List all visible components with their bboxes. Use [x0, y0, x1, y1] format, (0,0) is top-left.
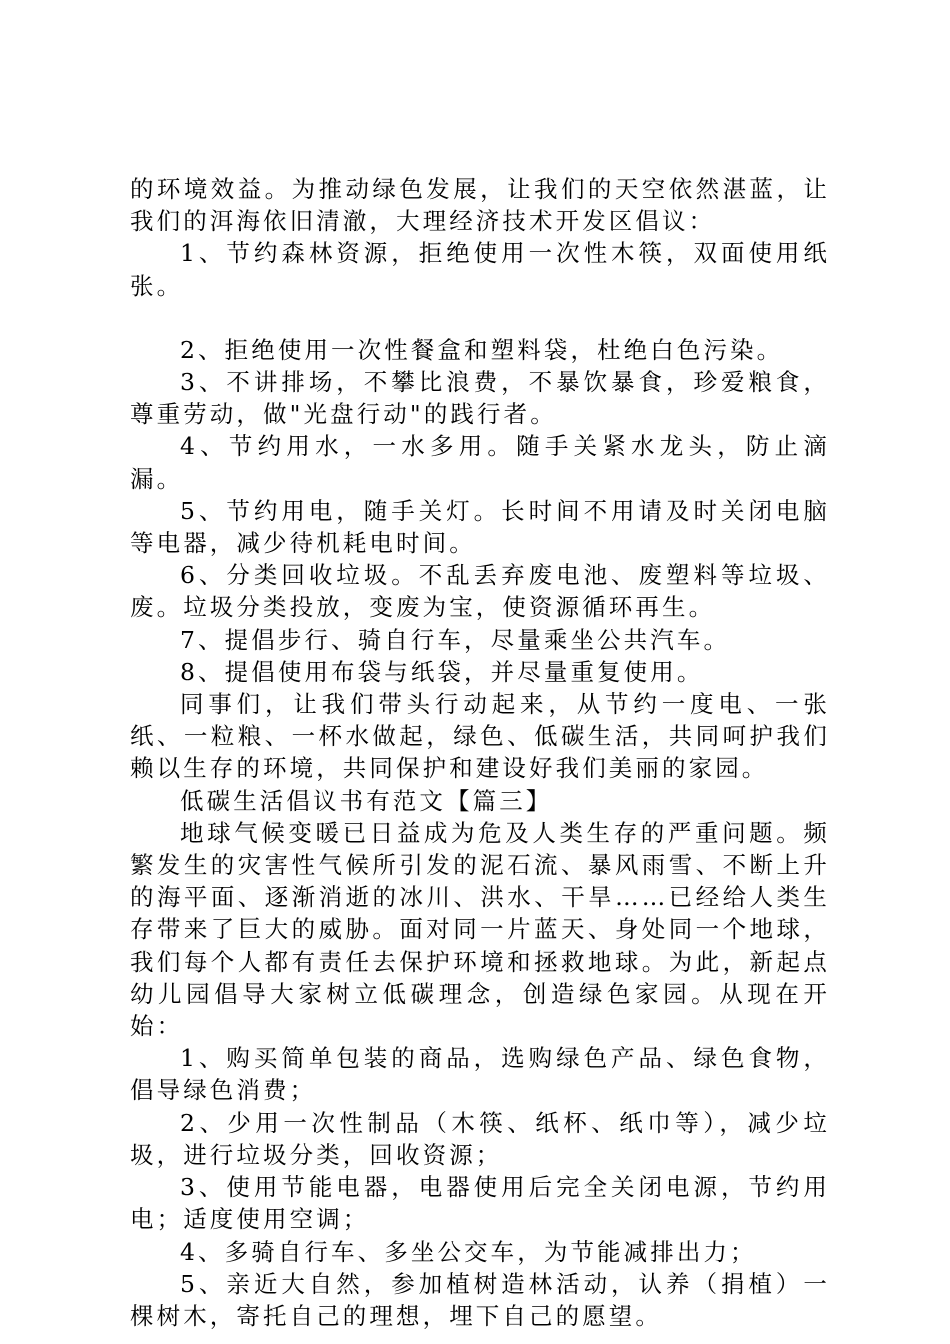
section-item-4: 4、多骑自行车、多坐公交车，为节能减排出力；	[180, 1237, 757, 1266]
proposal-item-7: 7、提倡步行、骑自行车，尽量乘坐公共汽车。	[180, 625, 731, 654]
paragraph-intro-continuation: 的环境效益。为推动绿色发展，让我们的天空依然湛蓝，让我们的洱海依旧清澈，大理经济技术开发区倡议：	[130, 175, 830, 236]
proposal-item-4: 4、节约用水，一水多用。随手关紧水龙头，防止滴漏。	[130, 432, 830, 493]
section-item-5: 5、亲近大自然，参加植树造林活动，认养（捐植）一棵树木，寄托自己的理想，埋下自己的愿望。	[130, 1269, 830, 1330]
document-body	[130, 173, 830, 1332]
proposal-item-3: 3、不讲排场，不攀比浪费，不暴饮暴食，珍爱粮食，尊重劳动，做"光盘行动"的践行者。	[130, 368, 830, 429]
section-item-2: 2、少用一次性制品（木筷、纸杯、纸巾等），减少垃圾，进行垃圾分类，回收资源；	[130, 1108, 830, 1169]
section-intro-paragraph: 地球气候变暖已日益成为危及人类生存的严重问题。频繁发生的灾害性气候所引发的泥石流、暴风雨雪、不断上升的海平面、逐渐消逝的冰川、洪水、干旱……已经给人类生存带来了巨大的威胁。面对同一片蓝天、身处同一个地球，我们每个人都有责任去保护环境和拯救地球。为此，新起点幼儿园倡导大家树立低碳理念，创造绿色家园。从现在开始：	[130, 818, 830, 1041]
proposal-item-8: 8、提倡使用布袋与纸袋，并尽量重复使用。	[180, 657, 704, 686]
proposal-item-2: 2、拒绝使用一次性餐盒和塑料袋，杜绝白色污染。	[180, 335, 784, 364]
closing-paragraph: 同事们，让我们带头行动起来，从节约一度电、一张纸、一粒粮、一杯水做起，绿色、低碳生活，共同呵护我们赖以生存的环境，共同保护和建设好我们美丽的家园。	[130, 690, 830, 783]
section-item-1: 1、购买简单包装的商品，选购绿色产品、绿色食物，倡导绿色消费；	[130, 1044, 830, 1105]
section-heading: 低碳生活倡议书有范文【篇三】	[180, 786, 553, 815]
proposal-item-1: 1、节约森林资源，拒绝使用一次性木筷，双面使用纸张。	[130, 239, 830, 300]
proposal-item-5: 5、节约用电，随手关灯。长时间不用请及时关闭电脑等电器，减少待机耗电时间。	[130, 496, 830, 558]
section-item-3: 3、使用节能电器，电器使用后完全关闭电源，节约用电；适度使用空调；	[130, 1173, 830, 1234]
proposal-item-6: 6、分类回收垃圾。不乱丢弃废电池、废塑料等垃圾、废。垃圾分类投放，变废为宝，使资源循环再生。	[130, 561, 830, 622]
